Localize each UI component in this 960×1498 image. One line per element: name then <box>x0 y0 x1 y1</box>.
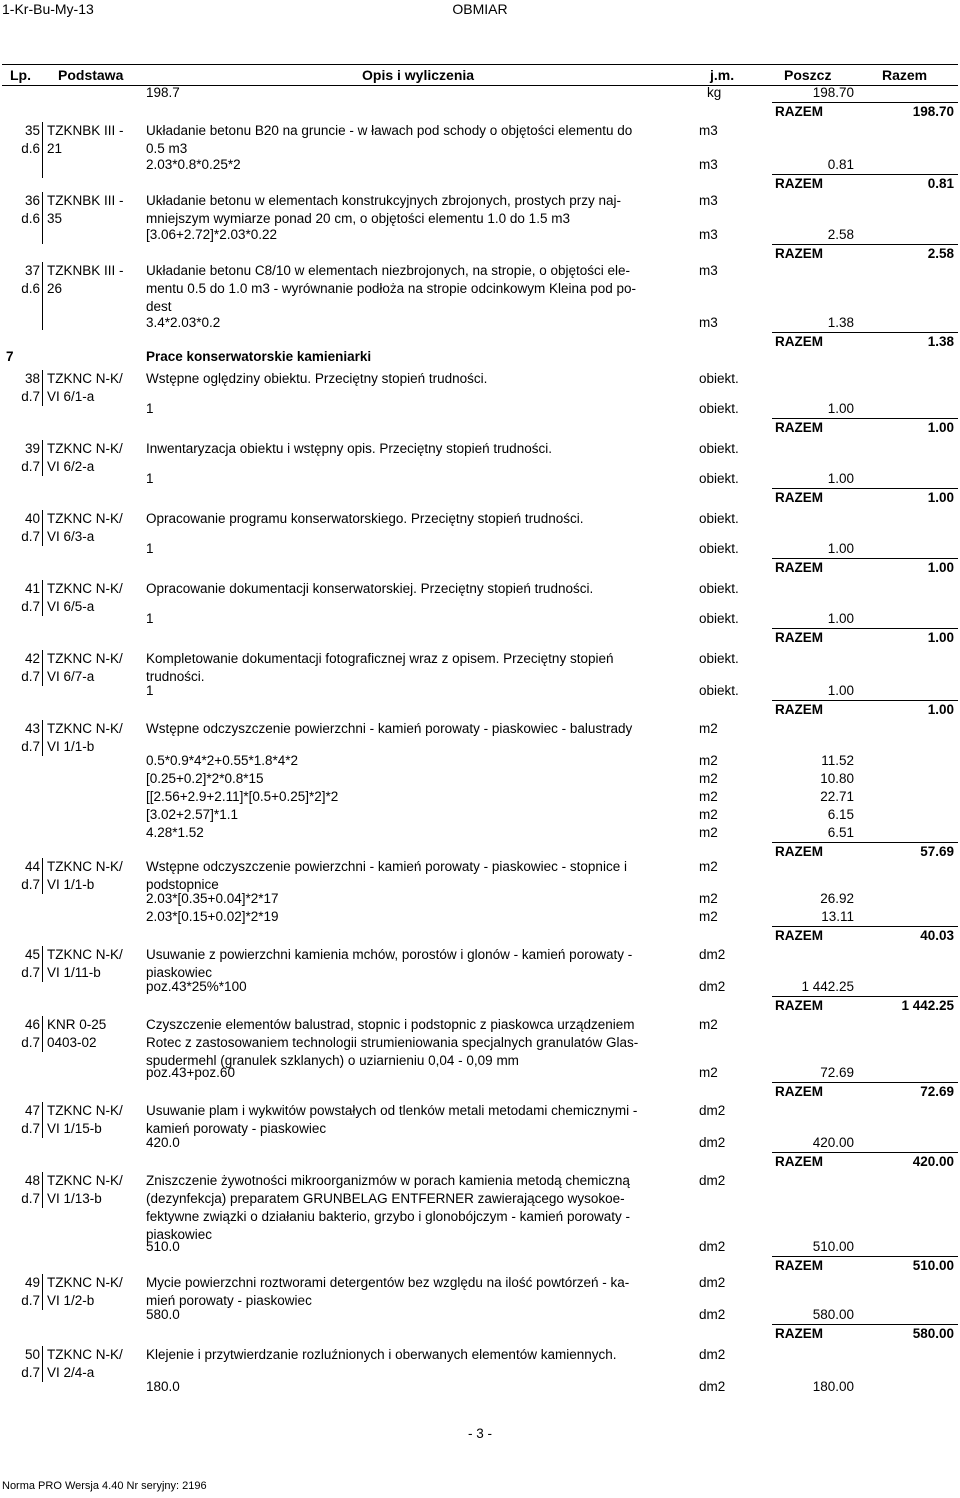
calc-expression: 3.4*2.03*0.2 <box>146 315 221 330</box>
razem-value: 1.00 <box>927 490 954 505</box>
position-number: 48 d.7 <box>21 1173 40 1206</box>
calc-unit: dm2 <box>699 1239 726 1254</box>
razem-value: 1.00 <box>927 420 954 435</box>
razem-label: RAZEM <box>775 998 823 1013</box>
calc-row <box>0 1378 960 1396</box>
position-description: Usuwanie plam i wykwitów powstałych od tlenków metali metodami chemicznymi - kamień porowaty - piaskowiec <box>146 1103 638 1136</box>
razem-value: 198.70 <box>912 104 954 119</box>
calc-row <box>0 978 960 996</box>
base-code: TZKNC N-K/ VI 1/15-b <box>47 1103 123 1136</box>
position-unit: obiekt. <box>699 441 739 456</box>
calc-expression: 1 <box>146 541 154 556</box>
razem-value: 2.58 <box>927 246 954 261</box>
position-number: 45 d.7 <box>21 947 40 980</box>
calc-expression: 1 <box>146 611 154 626</box>
calc-expression: [3.06+2.72]*2.03*0.22 <box>146 227 277 242</box>
version-footer: Norma PRO Wersja 4.40 Nr seryjny: 2196 <box>2 1480 207 1492</box>
base-code: TZKNBK III - 35 <box>47 193 124 226</box>
base-code: TZKNC N-K/ VI 1/1-b <box>47 721 123 754</box>
position-number: 47 d.7 <box>21 1103 40 1136</box>
razem-value: 510.00 <box>912 1258 954 1273</box>
base-code: TZKNC N-K/ VI 1/1-b <box>47 859 123 892</box>
position-description: Mycie powierzchni roztworami detergentów bez względu na ilość powtórzeń - ka- mień porowaty - piaskowiec <box>146 1275 630 1308</box>
position-number: 39 d.7 <box>21 441 40 474</box>
calc-value: 180.00 <box>812 1379 854 1394</box>
carry-unit: kg <box>707 85 722 100</box>
razem-row <box>0 1152 960 1172</box>
razem-row <box>0 418 960 438</box>
position-unit: m3 <box>699 123 718 138</box>
position-unit: m2 <box>699 721 718 736</box>
calc-expression: 420.0 <box>146 1135 180 1150</box>
calc-row <box>0 540 960 558</box>
calc-expression: [[2.56+2.9+2.11]*[0.5+0.25]*2]*2 <box>146 789 339 804</box>
position-description: Układanie betonu B20 na gruncie - w ławach pod schody o objętości elementu do 0.5 m3 <box>146 123 633 156</box>
calc-value: 420.00 <box>812 1135 854 1150</box>
calc-expression: 2.03*[0.35+0.04]*2*17 <box>146 891 279 906</box>
col-lp: Lp. <box>10 67 31 83</box>
razem-label: RAZEM <box>775 928 823 943</box>
calc-expression: 4.28*1.52 <box>146 825 204 840</box>
razem-label: RAZEM <box>775 334 823 349</box>
position-unit: obiekt. <box>699 581 739 596</box>
calc-expression: [0.25+0.2]*2*0.8*15 <box>146 771 264 786</box>
calc-unit: m2 <box>699 891 718 906</box>
razem-value: 40.03 <box>920 928 954 943</box>
position-unit: obiekt. <box>699 511 739 526</box>
calc-row <box>0 610 960 628</box>
razem-label: RAZEM <box>775 1326 823 1341</box>
position-number: 41 d.7 <box>21 581 40 614</box>
calc-value: 1.00 <box>827 541 854 556</box>
razem-value: 1 442.25 <box>901 998 954 1013</box>
calc-row <box>0 1064 960 1082</box>
base-code: TZKNC N-K/ VI 6/2-a <box>47 441 123 474</box>
calc-row <box>0 806 960 824</box>
position-description: Usuwanie z powierzchni kamienia mchów, porostów i glonów - kamień porowaty - piaskowiec <box>146 947 633 980</box>
lp-divider <box>42 1102 43 1138</box>
base-code: TZKNC N-K/ VI 6/7-a <box>47 651 123 684</box>
calc-value: 0.81 <box>827 157 854 172</box>
calc-value: 22.71 <box>820 789 854 804</box>
position-unit: obiekt. <box>699 371 739 386</box>
calc-value: 1 442.25 <box>801 979 854 994</box>
calc-row <box>0 824 960 842</box>
calc-unit: dm2 <box>699 1307 726 1322</box>
calc-value: 1.00 <box>827 401 854 416</box>
calc-row <box>0 788 960 806</box>
calc-row <box>0 890 960 908</box>
base-code: TZKNC N-K/ VI 6/1-a <box>47 371 123 404</box>
razem-label: RAZEM <box>775 490 823 505</box>
razem-value: 0.81 <box>927 176 954 191</box>
carry-value: 198.70 <box>812 85 854 100</box>
razem-label: RAZEM <box>775 702 823 717</box>
calc-expression: 1 <box>146 401 154 416</box>
position-unit: obiekt. <box>699 651 739 666</box>
carry-row <box>0 84 960 102</box>
page-number: - 3 - <box>467 1426 492 1441</box>
section-title: Prace konserwatorskie kamieniarki <box>146 349 372 364</box>
calc-expression: 510.0 <box>146 1239 180 1254</box>
carry-expr: 198.7 <box>146 85 180 100</box>
base-code: TZKNBK III - 21 <box>47 123 124 156</box>
calc-value: 10.80 <box>820 771 854 786</box>
position-number: 38 d.7 <box>21 371 40 404</box>
calc-row <box>0 1238 960 1256</box>
razem-label: RAZEM <box>775 844 823 859</box>
position-unit: m3 <box>699 263 718 278</box>
razem-row <box>0 628 960 648</box>
calc-row <box>0 470 960 488</box>
position-description: Układanie betonu w elementach konstrukcyjnych zbrojonych, prostych przy naj- mniejszym wymiarze ponad 20 cm, o objętości elementu 1.0 do 1.5 m3 <box>146 193 621 226</box>
calc-unit: m2 <box>699 771 718 786</box>
razem-row <box>0 488 960 508</box>
calc-value: 510.00 <box>812 1239 854 1254</box>
calc-unit: m2 <box>699 807 718 822</box>
calc-expression: poz.43*25%*100 <box>146 979 247 994</box>
col-base: Podstawa <box>58 67 124 83</box>
calc-row <box>0 400 960 418</box>
calc-unit: obiekt. <box>699 683 739 698</box>
calc-unit: dm2 <box>699 1379 726 1394</box>
calc-row <box>0 682 960 700</box>
base-code: TZKNBK III - 26 <box>47 263 124 296</box>
calc-value: 26.92 <box>820 891 854 906</box>
calc-value: 1.38 <box>827 315 854 330</box>
lp-divider <box>42 946 43 982</box>
calc-value: 11.52 <box>821 753 854 768</box>
position-description: Wstępne oględziny obiektu. Przeciętny stopień trudności. <box>146 371 488 386</box>
header-title: OBMIAR <box>452 1 508 17</box>
calc-row <box>0 1306 960 1324</box>
col-unit: j.m. <box>710 67 735 83</box>
position-description: Inwentaryzacja obiektu i wstępny opis. Przeciętny stopień trudności. <box>146 441 552 456</box>
position-description: Kompletowanie dokumentacji fotograficznej wraz z opisem. Przeciętny stopień trudności. <box>146 651 614 684</box>
razem-label: RAZEM <box>775 246 823 261</box>
position-unit: dm2 <box>699 947 726 962</box>
lp-divider <box>42 1274 43 1310</box>
base-code: TZKNC N-K/ VI 6/5-a <box>47 581 123 614</box>
column-header <box>2 64 958 86</box>
base-code: TZKNC N-K/ VI 1/11-b <box>47 947 123 980</box>
lp-divider <box>42 858 43 894</box>
position-number: 49 d.7 <box>21 1275 40 1308</box>
calc-expression: 180.0 <box>146 1379 180 1394</box>
position-unit: dm2 <box>699 1173 726 1188</box>
position-number: 36 d.6 <box>21 193 40 226</box>
calc-unit: m2 <box>699 909 718 924</box>
razem-row <box>0 996 960 1016</box>
calc-value: 72.69 <box>820 1065 854 1080</box>
position-description: Zniszczenie żywotności mikroorganizmów w porach kamienia metodą chemiczną (dezynfekcja) preparatem GRUNBELAG ENTFERNER zawierającego wysokoe- fektywne związki o działaniu bakterio, grzybo i glonobójczym - kamień porowaty - piaskowiec <box>146 1173 630 1242</box>
razem-value: 420.00 <box>912 1154 954 1169</box>
calc-row <box>0 770 960 788</box>
calc-value: 580.00 <box>812 1307 854 1322</box>
position-unit: dm2 <box>699 1347 726 1362</box>
calc-unit: obiekt. <box>699 471 739 486</box>
razem-value: 1.00 <box>927 702 954 717</box>
col-razem: Razem <box>882 67 928 83</box>
calc-value: 6.15 <box>827 807 854 822</box>
calc-expression: poz.43+poz.60 <box>146 1065 235 1080</box>
razem-row <box>0 700 960 720</box>
razem-label: RAZEM <box>775 420 823 435</box>
razem-value: 57.69 <box>920 844 954 859</box>
calc-unit: m3 <box>699 157 718 172</box>
calc-unit: m3 <box>699 315 718 330</box>
razem-row <box>0 558 960 578</box>
header-left: 1-Kr-Bu-My-13 <box>2 1 94 17</box>
position-description: Opracowanie programu konserwatorskiego. Przeciętny stopień trudności. <box>146 511 584 526</box>
base-code: TZKNC N-K/ VI 1/13-b <box>47 1173 123 1206</box>
position-description: Czyszczenie elementów balustrad, stopnic i podstopnic z piaskowca urządzeniem Rotec z zastosowaniem technologii strumieniowania specjalnych granulatów Glas- spudermehl (granulek szklanych) o uziarnieniu 0,04 - 0,09 mm <box>146 1017 639 1068</box>
lp-divider <box>42 1016 43 1052</box>
razem-value: 1.38 <box>927 334 954 349</box>
razem-label: RAZEM <box>775 630 823 645</box>
calc-value: 6.51 <box>827 825 854 840</box>
calc-unit: m3 <box>699 227 718 242</box>
calc-row <box>0 752 960 770</box>
calc-value: 1.00 <box>827 471 854 486</box>
calc-unit: dm2 <box>699 1135 726 1150</box>
calc-row <box>0 314 960 332</box>
position-description: Wstępne odczyszczenie powierzchni - kamień porowaty - piaskowiec - stopnice i podstopnice <box>146 859 627 892</box>
razem-row <box>0 244 960 264</box>
razem-row <box>0 1256 960 1276</box>
razem-label: RAZEM <box>775 1084 823 1099</box>
calc-unit: obiekt. <box>699 541 739 556</box>
position-number: 46 d.7 <box>21 1017 40 1050</box>
razem-row <box>0 926 960 946</box>
section-number: 7 <box>6 349 14 364</box>
calc-value: 1.00 <box>827 683 854 698</box>
carry-razem <box>0 102 960 122</box>
razem-label: RAZEM <box>775 176 823 191</box>
position-number: 35 d.6 <box>21 123 40 156</box>
position-number: 44 d.7 <box>21 859 40 892</box>
calc-expression: 2.03*0.8*0.25*2 <box>146 157 241 172</box>
calc-expression: [3.02+2.57]*1.1 <box>146 807 238 822</box>
position-number: 42 d.7 <box>21 651 40 684</box>
razem-row <box>0 1082 960 1102</box>
calc-expression: 580.0 <box>146 1307 180 1322</box>
base-code: TZKNC N-K/ VI 1/2-b <box>47 1275 123 1308</box>
lp-divider <box>42 1172 43 1208</box>
position-number: 40 d.7 <box>21 511 40 544</box>
position-unit: m2 <box>699 859 718 874</box>
base-code: KNR 0-25 0403-02 <box>47 1017 107 1050</box>
base-code: TZKNC N-K/ VI 2/4-a <box>47 1347 123 1380</box>
razem-value: 1.00 <box>927 630 954 645</box>
calc-unit: obiekt. <box>699 401 739 416</box>
razem-row <box>0 1324 960 1344</box>
razem-row <box>0 174 960 194</box>
razem-label: RAZEM <box>775 1258 823 1273</box>
razem-label: RAZEM <box>775 1154 823 1169</box>
position-unit: m3 <box>699 193 718 208</box>
calc-value: 13.11 <box>821 909 854 924</box>
lp-divider <box>42 650 43 686</box>
razem-label: RAZEM <box>775 560 823 575</box>
lp-divider <box>42 1346 43 1382</box>
razem-label: RAZEM <box>775 104 823 119</box>
calc-unit: m2 <box>699 1065 718 1080</box>
calc-expression: 0.5*0.9*4*2+0.55*1.8*4*2 <box>146 753 299 768</box>
razem-value: 72.69 <box>920 1084 954 1099</box>
calc-value: 1.00 <box>827 611 854 626</box>
calc-row <box>0 908 960 926</box>
position-unit: dm2 <box>699 1275 726 1290</box>
position-description: Wstępne odczyszczenie powierzchni - kamień porowaty - piaskowiec - balustrady <box>146 721 633 736</box>
position-description: Klejenie i przytwierdzanie rozluźnionych i oberwanych elementów kamiennych. <box>146 1347 617 1362</box>
position-description: Układanie betonu C8/10 w elementach niezbrojonych, na stropie, o objętości ele- mentu 0.5 do 1.0 m3 - wyrównanie podłoża na stropie odcinkowym Kleina pod po- dest <box>146 263 637 314</box>
calc-expression: 2.03*[0.15+0.02]*2*19 <box>146 909 279 924</box>
calc-row <box>0 226 960 244</box>
position-number: 43 d.7 <box>21 721 40 754</box>
calc-unit: m2 <box>699 789 718 804</box>
calc-expression: 1 <box>146 471 154 486</box>
calc-unit: m2 <box>699 753 718 768</box>
razem-value: 580.00 <box>912 1326 954 1341</box>
col-desc: Opis i wyliczenia <box>362 67 475 83</box>
calc-row <box>0 156 960 174</box>
position-number: 37 d.6 <box>21 263 40 296</box>
position-unit: dm2 <box>699 1103 726 1118</box>
position-description: Opracowanie dokumentacji konserwatorskiej. Przeciętny stopień trudności. <box>146 581 594 596</box>
lp-divider <box>42 720 43 756</box>
calc-unit: dm2 <box>699 979 726 994</box>
calc-unit: m2 <box>699 825 718 840</box>
position-number: 50 d.7 <box>21 1347 40 1380</box>
position-unit: m2 <box>699 1017 718 1032</box>
razem-row <box>0 332 960 352</box>
base-code: TZKNC N-K/ VI 6/3-a <box>47 511 123 544</box>
calc-row <box>0 1134 960 1152</box>
calc-expression: 1 <box>146 683 154 698</box>
calc-value: 2.58 <box>827 227 854 242</box>
razem-value: 1.00 <box>927 560 954 575</box>
calc-unit: obiekt. <box>699 611 739 626</box>
col-poszcz: Poszcz <box>784 67 832 83</box>
